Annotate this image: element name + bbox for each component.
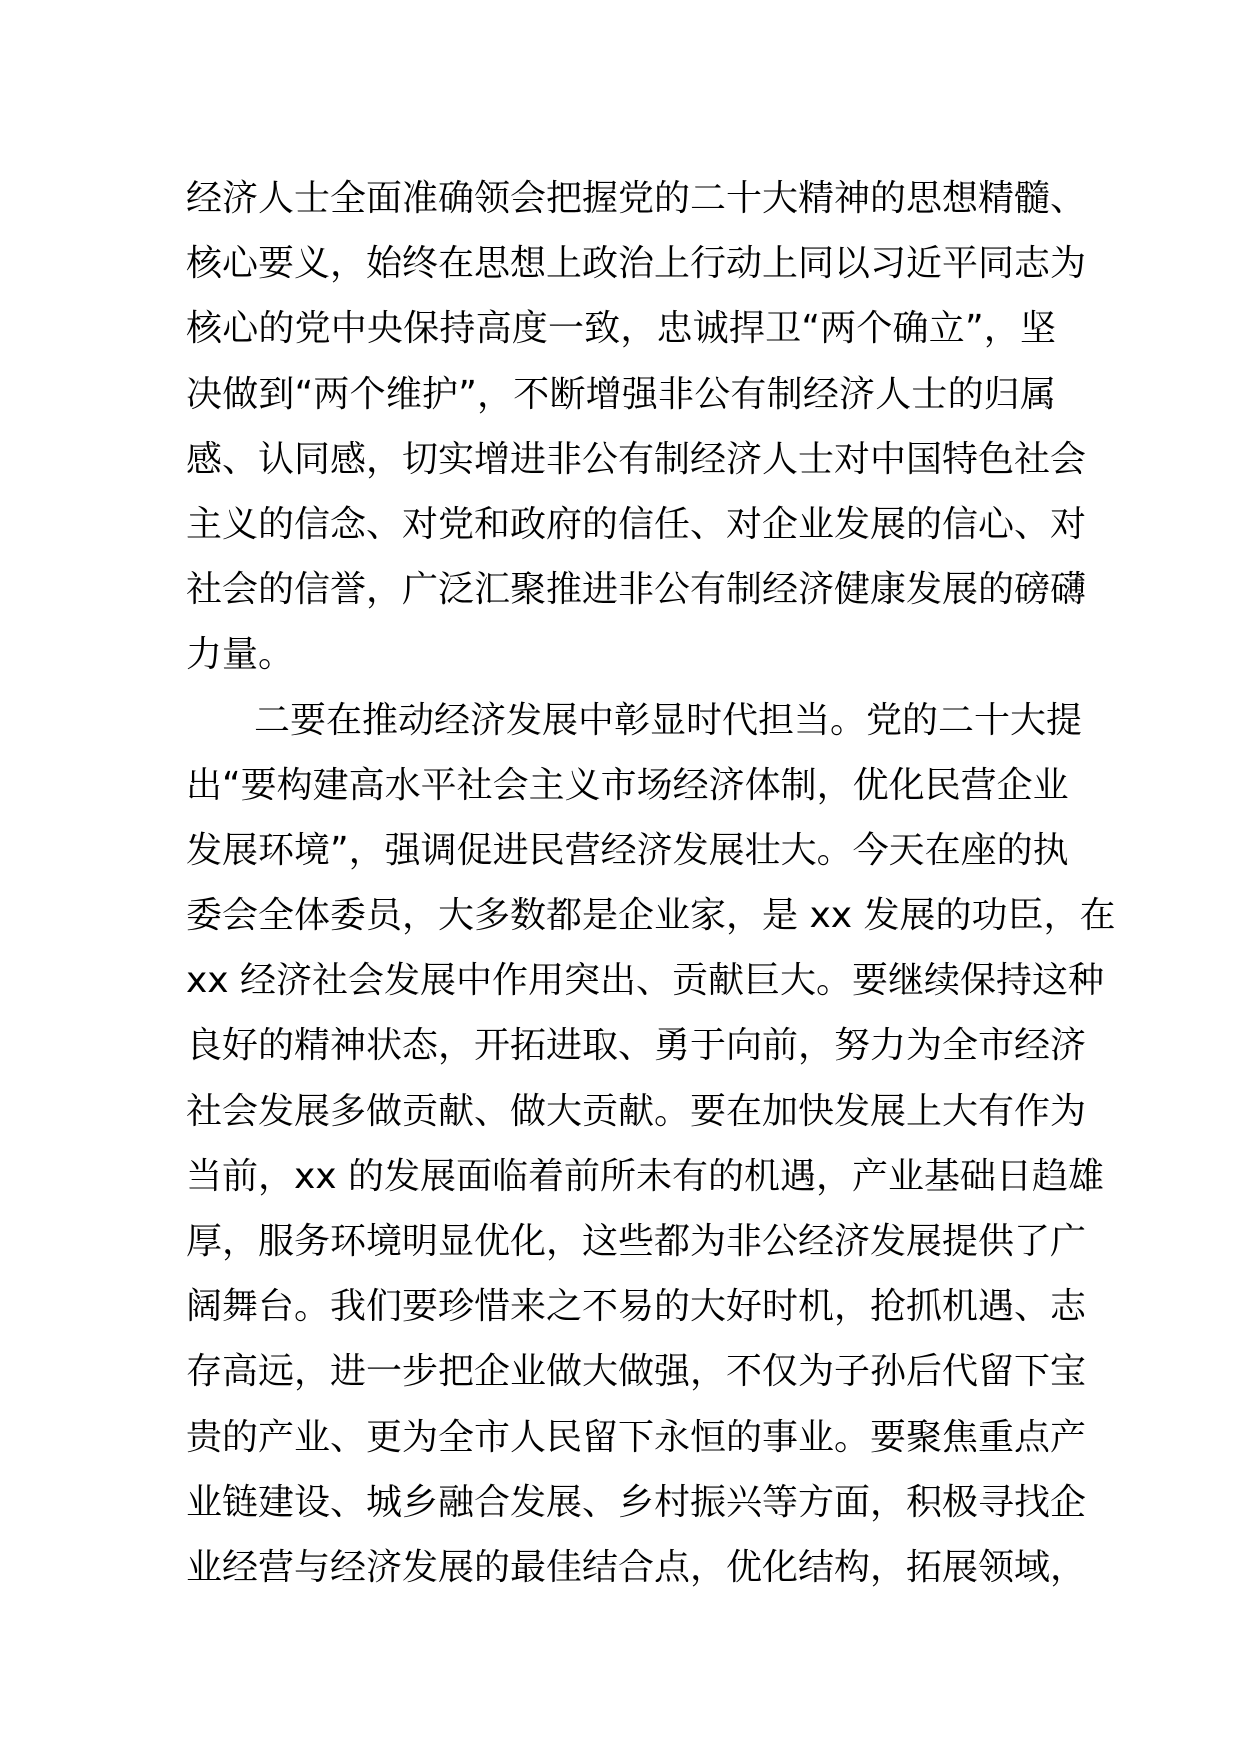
paragraph-2-line-13: 业链建设、城乡融合发展、乡村振兴等方面，积极寻找企 bbox=[186, 1481, 1087, 1523]
paragraph-2-line-11: 存高远，进一步把企业做大做强，不仅为子孙后代留下宝 bbox=[186, 1351, 1087, 1393]
paragraph-1-line-1: 经济人士全面准确领会把握党的二十大精神的思想精髓、 bbox=[186, 178, 1087, 219]
body-text bbox=[186, 166, 1116, 1600]
paragraph-2-line-8: 当前，xx 的发展面临着前所未有的机遇，产业基础日趋雄 bbox=[186, 1155, 1105, 1197]
paragraph-2-line-1: 二要在推动经济发展中彰显时代担当。党的二十大提 bbox=[254, 699, 1083, 741]
paragraph-1-line-2: 核心要义，始终在思想上政治上行动上同以习近平同志为 bbox=[186, 243, 1087, 285]
paragraph-2-line-4: 委会全体委员，大多数都是企业家，是 xx 发展的功臣，在 bbox=[186, 895, 1116, 937]
paragraph-2-line-2: 出“要构建高水平社会主义市场经济体制，优化民营企业 bbox=[186, 764, 1069, 806]
paragraph-2-line-9: 厚，服务环境明显优化，这些都为非公经济发展提供了广 bbox=[186, 1221, 1087, 1262]
paragraph-2-line-10: 阔舞台。我们要珍惜来之不易的大好时机，抢抓机遇、志 bbox=[186, 1286, 1087, 1328]
paragraph-1-line-4: 决做到“两个维护”，不断增强非公有制经济人士的归属 bbox=[186, 373, 1056, 415]
paragraph-2-line-5: xx 经济社会发展中作用突出、贡献巨大。要继续保持这种 bbox=[186, 960, 1105, 1002]
paragraph-2-line-6: 良好的精神状态，开拓进取、勇于向前，努力为全市经济 bbox=[186, 1025, 1087, 1067]
paragraph-2-line-7: 社会发展多做贡献、做大贡献。要在加快发展上大有作为 bbox=[186, 1090, 1087, 1132]
paragraph-1-line-3: 核心的党中央保持高度一致，忠诚捍卫“两个确立”，坚 bbox=[186, 308, 1056, 350]
paragraph-1-line-7: 社会的信誉，广泛汇聚推进非公有制经济健康发展的磅礴 bbox=[186, 569, 1087, 611]
paragraph-1-line-8: 力量。 bbox=[186, 634, 295, 676]
paragraph-1-line-6: 主义的信念、对党和政府的信任、对企业发展的信心、对 bbox=[186, 503, 1087, 545]
paragraph-2-line-12: 贵的产业、更为全市人民留下永恒的事业。要聚焦重点产 bbox=[186, 1416, 1087, 1458]
paragraph-2-line-3: 发展环境”，强调促进民营经济发展壮大。今天在座的执 bbox=[186, 829, 1069, 871]
paragraph-2-line-14: 业经营与经济发展的最佳结合点，优化结构，拓展领域， bbox=[186, 1546, 1087, 1588]
paragraph-1-line-5: 感、认同感，切实增进非公有制经济人士对中国特色社会 bbox=[186, 438, 1087, 480]
